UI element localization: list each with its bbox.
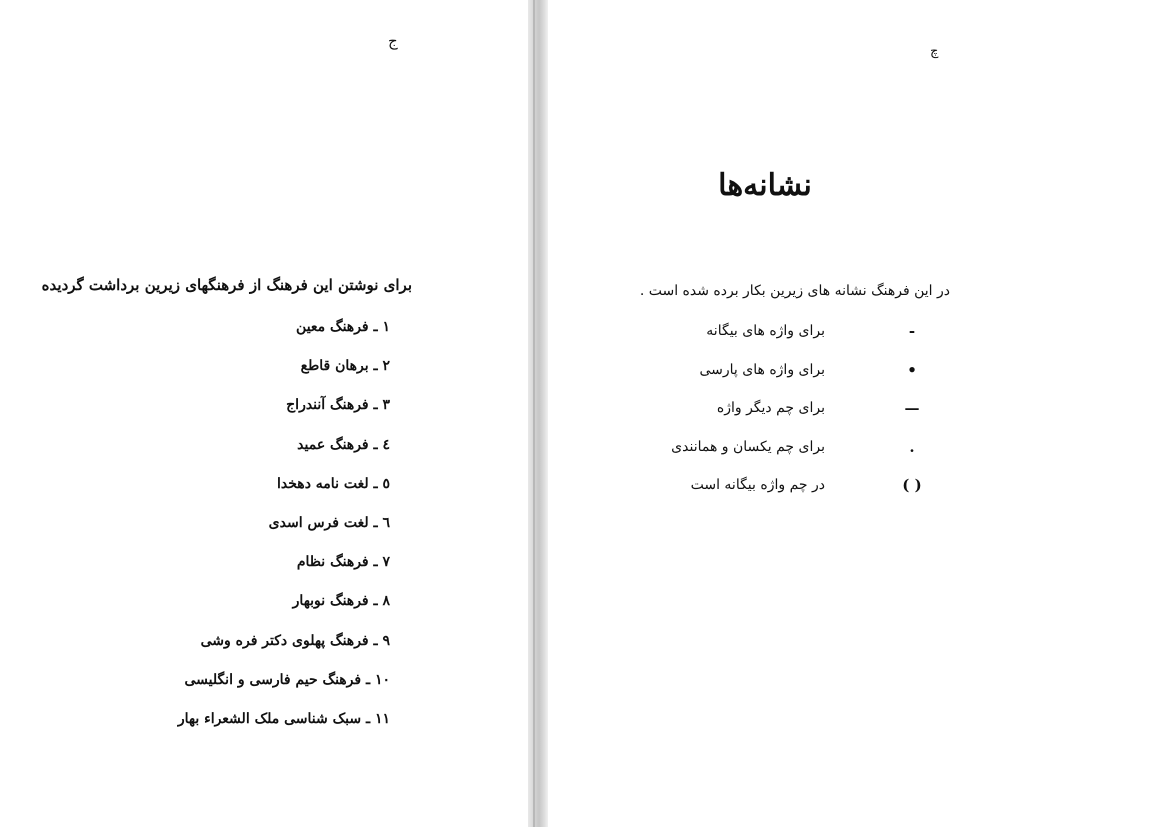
symbol-description: برای چم یکسان و همانندی xyxy=(671,438,825,455)
source-item: ۱۱ ـ سبک شناسی ملک الشعراء بهار xyxy=(177,710,390,727)
source-item: ۷ ـ فرهنگ نظام xyxy=(296,554,390,571)
symbol-description: برای چم دیگر واژه xyxy=(716,400,825,416)
symbol-mark: — xyxy=(904,399,920,417)
gutter-divider xyxy=(533,0,535,827)
source-item: ۳ ـ فرهنگ آنندراج xyxy=(286,397,390,414)
symbol-row xyxy=(660,357,940,396)
symbol-mark: ( ) xyxy=(902,476,922,494)
source-item: ٤ ـ فرهنگ عمید xyxy=(297,436,390,453)
source-item: ۲ ـ برهان قاطع xyxy=(300,358,390,375)
source-item: ۱۰ ـ فرهنگ حیم فارسی و انگلیسی xyxy=(184,671,390,688)
source-item: ٦ ـ لغت فرس اسدی xyxy=(268,514,390,531)
symbol-description: برای واژه های بیگانه xyxy=(706,323,825,339)
page-title: نشانه‌ها xyxy=(718,168,812,203)
symbols-list xyxy=(660,318,940,511)
source-item: ۹ ـ فرهنگ پهلوی دکتر فره وشی xyxy=(200,632,390,649)
symbol-description: در چم واژه بیگانه است xyxy=(690,477,825,493)
sources-list xyxy=(178,314,390,745)
right-page-letter: چ xyxy=(930,44,939,59)
book-gutter xyxy=(528,0,548,827)
symbol-row xyxy=(660,395,940,434)
source-item: ٥ ـ لغت نامه دهخدا xyxy=(277,475,390,492)
symbols-intro: در این فرهنگ نشانه های زیرین بکار برده شده است . xyxy=(639,283,950,299)
symbol-description: برای واژه های پارسی xyxy=(699,361,825,378)
left-page-letter: ج xyxy=(388,32,398,50)
source-item: ۱ ـ فرهنگ معین xyxy=(296,319,390,335)
symbol-mark: . xyxy=(909,437,915,456)
symbol-mark: - xyxy=(908,322,916,340)
symbol-row xyxy=(660,318,940,357)
sources-intro: برای نوشتن این فرهنگ از فرهنگهای زیرین برداشت گردیده xyxy=(41,276,412,294)
symbol-row xyxy=(660,434,940,473)
symbol-row xyxy=(660,472,940,511)
symbol-mark: • xyxy=(907,360,917,379)
source-item: ۸ ـ فرهنگ نوبهار xyxy=(292,593,390,610)
